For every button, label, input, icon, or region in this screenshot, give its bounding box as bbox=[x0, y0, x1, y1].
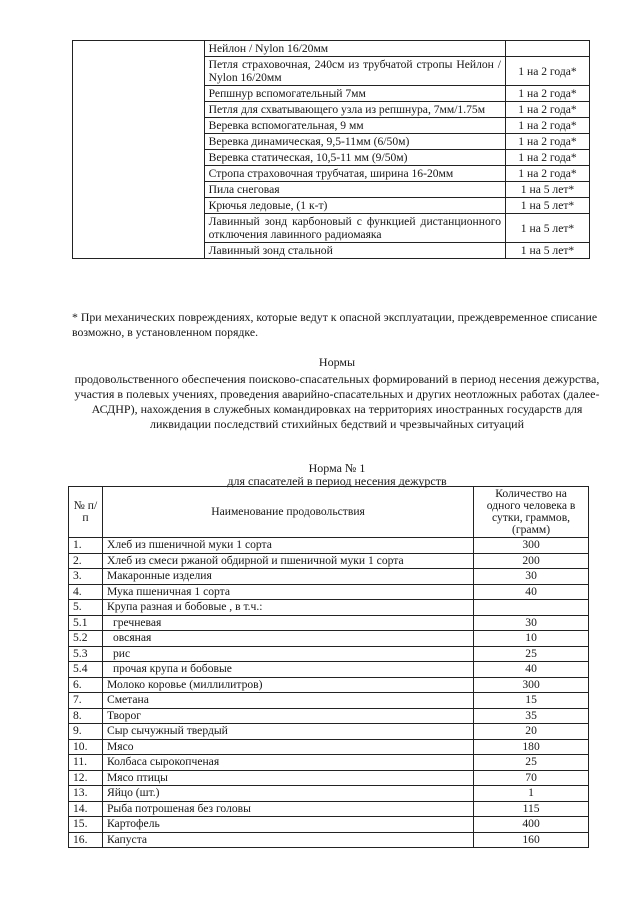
food-row-number: 8. bbox=[69, 708, 103, 724]
food-table-body bbox=[69, 538, 589, 848]
equipment-name: Лавинный зонд карбоновый с функцией дистанционного отключения лавинного радиомаяка bbox=[204, 214, 505, 243]
food-name: Молоко коровье (миллилитров) bbox=[102, 677, 473, 693]
equipment-row bbox=[73, 118, 590, 134]
food-quantity: 35 bbox=[474, 708, 589, 724]
food-row bbox=[69, 615, 589, 631]
footnote: * При механических повреждениях, которые ведут к опасной эксплуатации, преждевременное списание возможно, в установленном порядке. bbox=[72, 310, 598, 339]
norm1-title: Норма № 1 bbox=[308, 461, 366, 475]
food-name: Мука пшеничная 1 сорта bbox=[102, 584, 473, 600]
food-name: Макаронные изделия bbox=[102, 569, 473, 585]
food-row bbox=[69, 817, 589, 833]
food-name: рис bbox=[102, 646, 473, 662]
food-quantity: 200 bbox=[474, 553, 589, 569]
food-row-number: 2. bbox=[69, 553, 103, 569]
equipment-blank-cell bbox=[73, 150, 205, 166]
food-row-number: 3. bbox=[69, 569, 103, 585]
equipment-blank-cell bbox=[73, 243, 205, 259]
food-row bbox=[69, 786, 589, 802]
food-name: Сметана bbox=[102, 693, 473, 709]
equipment-row bbox=[73, 182, 590, 198]
food-table-header-row bbox=[69, 487, 589, 538]
equipment-period: 1 на 2 года* bbox=[506, 102, 590, 118]
food-name: Капуста bbox=[102, 832, 473, 848]
norms-subtitle: продовольственного обеспечения поисково-спасательных формирований в период несения дежурства, участия в полевых учениях, проведения аварийно-спасательных и других неотложных работах (далее-АСДНР), нахождения в служебных командировках на территориях иностранных государств для ликвидации последствий стихийных бедствий и чрезвычайных ситуаций bbox=[74, 372, 600, 431]
food-row bbox=[69, 770, 589, 786]
food-norm-table bbox=[68, 486, 589, 848]
equipment-row bbox=[73, 41, 590, 57]
norms-title: Нормы bbox=[318, 355, 356, 369]
food-row bbox=[69, 724, 589, 740]
equipment-period: 1 на 5 лет* bbox=[506, 243, 590, 259]
norm1-subtitle: для спасателей в период несения дежурств bbox=[227, 474, 447, 488]
food-quantity: 10 bbox=[474, 631, 589, 647]
equipment-period: 1 на 2 года* bbox=[506, 86, 590, 102]
food-row-number: 5.3 bbox=[69, 646, 103, 662]
equipment-period: 1 на 5 лет* bbox=[506, 198, 590, 214]
norm1-heading bbox=[72, 462, 602, 488]
food-name: Картофель bbox=[102, 817, 473, 833]
food-row bbox=[69, 600, 589, 616]
food-quantity: 25 bbox=[474, 646, 589, 662]
equipment-name: Петля для схватывающего узла из репшнура, 7мм/1.75м bbox=[204, 102, 505, 118]
equipment-name: Петля страховочная, 240см из трубчатой стропы Нейлон / Nylon 16/20мм bbox=[204, 57, 505, 86]
food-name: прочая крупа и бобовые bbox=[102, 662, 473, 678]
food-name: Яйцо (шт.) bbox=[102, 786, 473, 802]
food-quantity: 40 bbox=[474, 662, 589, 678]
food-quantity: 20 bbox=[474, 724, 589, 740]
equipment-name: Крючья ледовые, (1 к-т) bbox=[204, 198, 505, 214]
equipment-name: Лавинный зонд стальной bbox=[204, 243, 505, 259]
food-name: Крупа разная и бобовые , в т.ч.: bbox=[102, 600, 473, 616]
equipment-period: 1 на 2 года* bbox=[506, 166, 590, 182]
equipment-row bbox=[73, 134, 590, 150]
food-quantity bbox=[474, 600, 589, 616]
equipment-row bbox=[73, 243, 590, 259]
equipment-row bbox=[73, 57, 590, 86]
food-quantity: 30 bbox=[474, 615, 589, 631]
equipment-row bbox=[73, 166, 590, 182]
header-name: Наименование продовольствия bbox=[102, 487, 473, 538]
food-row bbox=[69, 755, 589, 771]
food-row-number: 11. bbox=[69, 755, 103, 771]
equipment-blank-cell bbox=[73, 102, 205, 118]
equipment-blank-cell bbox=[73, 41, 205, 57]
equipment-row bbox=[73, 150, 590, 166]
food-name: Хлеб из смеси ржаной обдирной и пшеничной муки 1 сорта bbox=[102, 553, 473, 569]
equipment-name: Стропа страховочная трубчатая, ширина 16-20мм bbox=[204, 166, 505, 182]
food-row-number: 7. bbox=[69, 693, 103, 709]
food-row bbox=[69, 569, 589, 585]
food-row-number: 9. bbox=[69, 724, 103, 740]
food-row bbox=[69, 553, 589, 569]
food-name: овсяная bbox=[102, 631, 473, 647]
food-quantity: 1 bbox=[474, 786, 589, 802]
food-row bbox=[69, 693, 589, 709]
equipment-blank-cell bbox=[73, 198, 205, 214]
equipment-table bbox=[72, 40, 590, 259]
equipment-row bbox=[73, 86, 590, 102]
food-row bbox=[69, 538, 589, 554]
equipment-period: 1 на 2 года* bbox=[506, 150, 590, 166]
food-row-number: 5.4 bbox=[69, 662, 103, 678]
food-row-number: 6. bbox=[69, 677, 103, 693]
equipment-name: Нейлон / Nylon 16/20мм bbox=[204, 41, 505, 57]
food-quantity: 300 bbox=[474, 538, 589, 554]
food-row bbox=[69, 739, 589, 755]
equipment-table-body bbox=[73, 41, 590, 259]
food-row bbox=[69, 662, 589, 678]
food-row bbox=[69, 631, 589, 647]
food-row-number: 13. bbox=[69, 786, 103, 802]
equipment-period: 1 на 2 года* bbox=[506, 118, 590, 134]
equipment-blank-cell bbox=[73, 86, 205, 102]
equipment-name: Пила снеговая bbox=[204, 182, 505, 198]
food-row-number: 4. bbox=[69, 584, 103, 600]
food-row-number: 1. bbox=[69, 538, 103, 554]
equipment-period: 1 на 2 года* bbox=[506, 134, 590, 150]
equipment-name: Репшнур вспомогательный 7мм bbox=[204, 86, 505, 102]
equipment-blank-cell bbox=[73, 214, 205, 243]
food-row-number: 5.2 bbox=[69, 631, 103, 647]
equipment-blank-cell bbox=[73, 182, 205, 198]
food-name: Мясо bbox=[102, 739, 473, 755]
food-name: Рыба потрошеная без головы bbox=[102, 801, 473, 817]
equipment-period bbox=[506, 41, 590, 57]
food-quantity: 30 bbox=[474, 569, 589, 585]
equipment-name: Веревка вспомогательная, 9 мм bbox=[204, 118, 505, 134]
equipment-blank-cell bbox=[73, 134, 205, 150]
food-row-number: 14. bbox=[69, 801, 103, 817]
food-name: Сыр сычужный твердый bbox=[102, 724, 473, 740]
food-row bbox=[69, 584, 589, 600]
food-row bbox=[69, 646, 589, 662]
equipment-name: Веревка динамическая, 9,5-11мм (6/50м) bbox=[204, 134, 505, 150]
equipment-blank-cell bbox=[73, 118, 205, 134]
food-quantity: 115 bbox=[474, 801, 589, 817]
food-row-number: 5.1 bbox=[69, 615, 103, 631]
equipment-blank-cell bbox=[73, 57, 205, 86]
food-name: Мясо птицы bbox=[102, 770, 473, 786]
food-row bbox=[69, 801, 589, 817]
food-name: Колбаса сырокопченая bbox=[102, 755, 473, 771]
food-quantity: 70 bbox=[474, 770, 589, 786]
equipment-row bbox=[73, 102, 590, 118]
food-name: Хлеб из пшеничной муки 1 сорта bbox=[102, 538, 473, 554]
food-quantity: 25 bbox=[474, 755, 589, 771]
food-row-number: 10. bbox=[69, 739, 103, 755]
food-row bbox=[69, 677, 589, 693]
header-qty: Количество на одного человека в сутки, граммов, (грамм) bbox=[474, 487, 589, 538]
equipment-row bbox=[73, 198, 590, 214]
header-num: № п/п bbox=[69, 487, 103, 538]
food-quantity: 300 bbox=[474, 677, 589, 693]
food-row bbox=[69, 708, 589, 724]
food-name: Творог bbox=[102, 708, 473, 724]
food-row-number: 15. bbox=[69, 817, 103, 833]
food-quantity: 15 bbox=[474, 693, 589, 709]
food-row-number: 12. bbox=[69, 770, 103, 786]
equipment-period: 1 на 2 года* bbox=[506, 57, 590, 86]
equipment-period: 1 на 5 лет* bbox=[506, 182, 590, 198]
equipment-name: Веревка статическая, 10,5-11 мм (9/50м) bbox=[204, 150, 505, 166]
food-quantity: 160 bbox=[474, 832, 589, 848]
food-name: гречневая bbox=[102, 615, 473, 631]
food-quantity: 180 bbox=[474, 739, 589, 755]
food-row-number: 16. bbox=[69, 832, 103, 848]
food-quantity: 400 bbox=[474, 817, 589, 833]
equipment-blank-cell bbox=[73, 166, 205, 182]
food-quantity: 40 bbox=[474, 584, 589, 600]
food-row-number: 5. bbox=[69, 600, 103, 616]
equipment-period: 1 на 5 лет* bbox=[506, 214, 590, 243]
norms-heading bbox=[72, 355, 602, 432]
equipment-row bbox=[73, 214, 590, 243]
food-row bbox=[69, 832, 589, 848]
